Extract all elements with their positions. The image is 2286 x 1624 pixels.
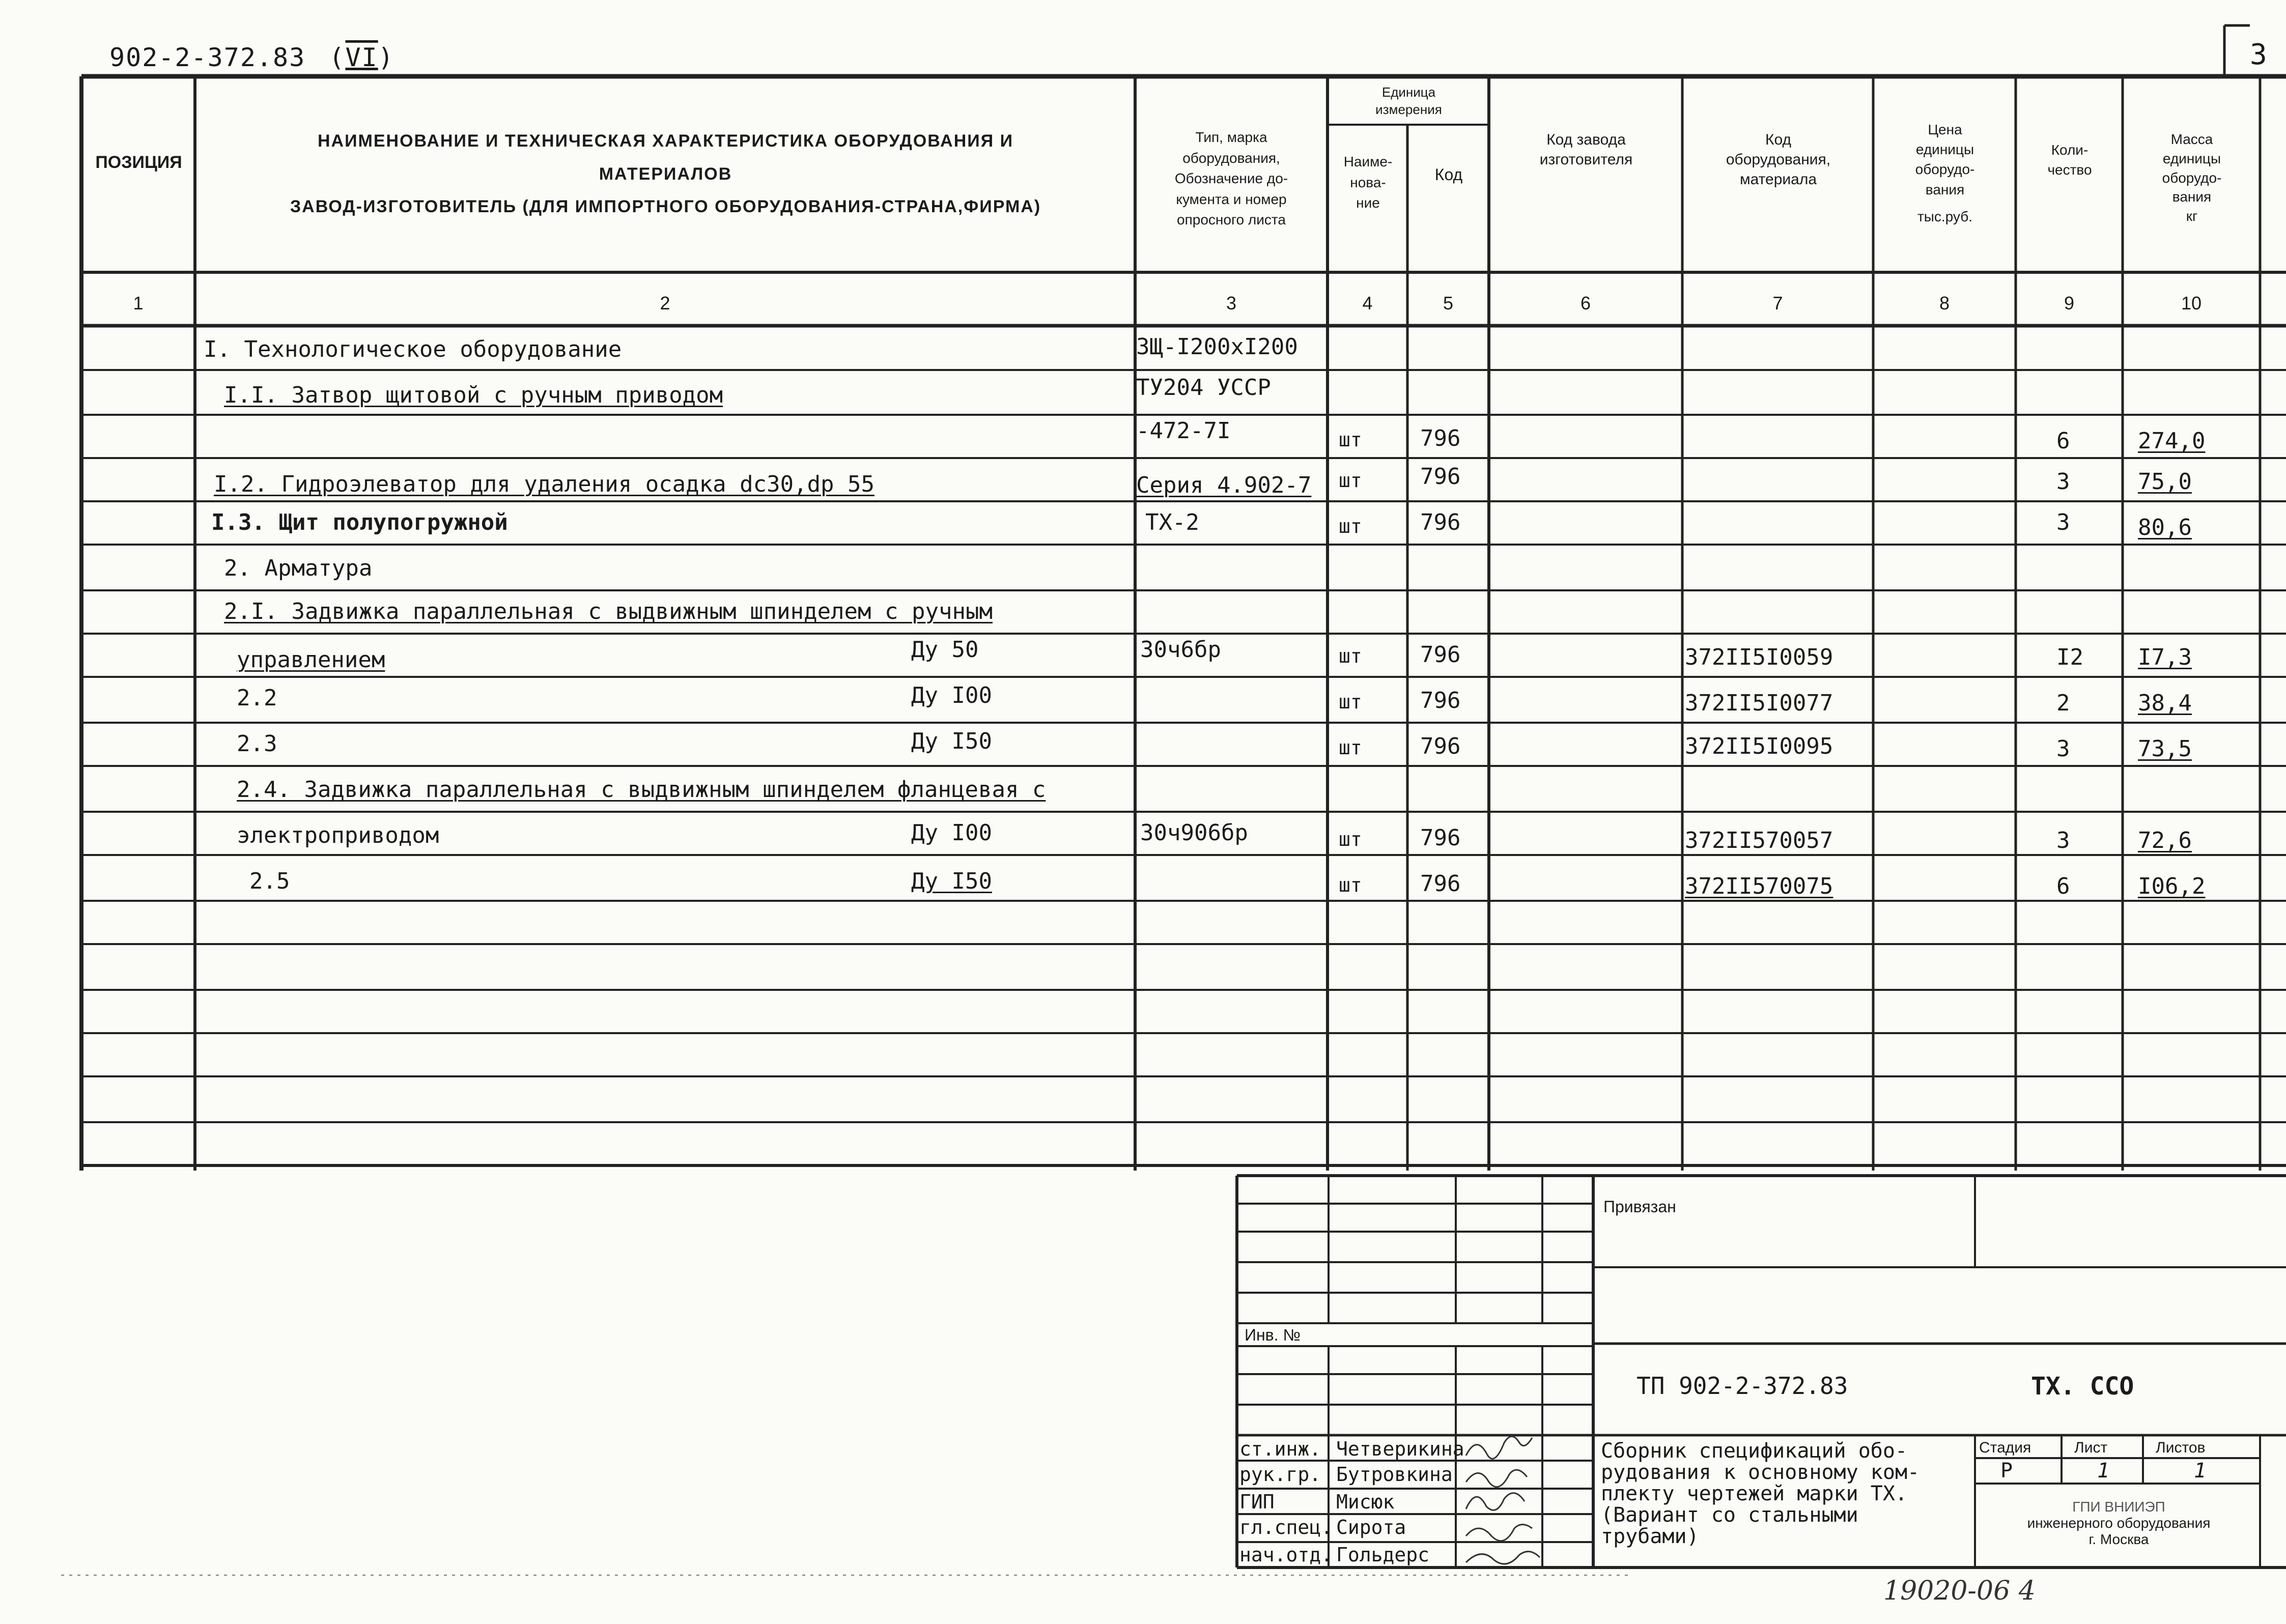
row-nominal-diameter: Ду 50 [911,637,979,663]
row-unit-code: 796 [1420,509,1461,535]
row-type: ТХ-2 [1145,509,1199,535]
row-unit-code: 796 [1420,733,1461,759]
col-number-5: 5 [1443,293,1454,314]
col-number-8: 8 [1939,293,1950,314]
stamp-person: Сирота [1336,1516,1406,1538]
row-mass: 38,4 [2138,690,2192,716]
row-mass: 80,6 [2138,515,2192,540]
row-unit-code: 796 [1420,825,1461,851]
row-name: управлением [237,647,385,673]
row-equipment-code: 372II5I0095 [1685,733,1833,759]
stamp-person: Гольдерс [1336,1544,1430,1566]
row-mass: 72,6 [2138,828,2192,853]
row-quantity: 3 [2056,469,2070,495]
stamp-bound-label: Привязан [1603,1198,1676,1216]
stamp-organization: ГПИ ВНИИЭП инженерного оборудования г. Москва [2027,1499,2211,1548]
row-nominal-diameter: Ду I00 [911,820,992,846]
row-quantity: 3 [2056,736,2070,762]
col-number-4: 4 [1362,293,1373,314]
header-name: НАИМЕНОВАНИЕ И ТЕХНИЧЕСКАЯ ХАРАКТЕРИСТИКА ОБОРУДОВАНИЯ И МАТЕРИАЛОВ ЗАВОД-ИЗГОТОВИТЕЛЬ (ДЛЯ ИМПОРТНОГО ОБОРУДОВАНИЯ-СТРАНА,ФИРМА) [290,131,1041,217]
row-quantity: 3 [2056,828,2070,853]
row-unit: шт [1339,429,1362,451]
row-mass: I7,3 [2138,644,2192,670]
stamp-description: Сборник спецификаций обо- рудования к основному ком- плекту чертежей марки ТХ. (Вариант со стальными трубами) [1601,1439,1920,1548]
row-unit: шт [1339,515,1362,537]
header-type: Тип, марка оборудования, Обозначение до- кумента и номер опросного листа [1174,129,1288,228]
row-nominal-diameter: Ду I50 [911,868,992,894]
stamp-stage-label: Стадия [1979,1439,2031,1456]
stamp-role: нач.отд. [1239,1544,1333,1566]
row-unit: шт [1339,736,1362,759]
row-quantity: I2 [2056,644,2083,670]
col-number-6: 6 [1580,293,1591,314]
header-unit-name: Наиме- нова- ние [1343,154,1393,211]
col-number-9: 9 [2064,293,2075,314]
header-quantity: Коли- чество [2047,142,2092,178]
row-unit-code: 796 [1420,642,1461,668]
stamp-person: Бутровкина [1336,1463,1453,1486]
row-unit: шт [1339,828,1362,850]
stamp-person: Мисюк [1336,1491,1395,1513]
row-type: ТУ204 УССР [1136,375,1271,401]
footer-note: 19020-06 4 [1883,1576,2036,1606]
row-unit-code: 796 [1420,688,1461,714]
header-plant-code: Код завода изготовителя [1539,131,1633,168]
col-number-2: 2 [660,293,670,314]
row-name: 2. Арматура [224,555,373,581]
col-number-1: 1 [133,293,144,314]
header-unit: Единица измерения [1375,84,1442,117]
stamp-sheet-label: Лист [2074,1439,2108,1456]
row-equipment-code: 372II5I0059 [1685,644,1833,670]
row-name: I. Технологическое оборудование [204,336,622,362]
sheet-corner-number: 3 [2250,38,2267,71]
stamp-inventory-label: Инв. № [1245,1326,1301,1344]
row-name: 2.5 [249,868,290,894]
header-unit-code: Код [1434,165,1463,184]
row-equipment-code: 372II5I0077 [1685,690,1833,716]
row-name: I.3. Щит полупогружной [211,509,508,535]
row-equipment-code: 372II570057 [1685,828,1833,853]
album-number: VI [345,43,378,72]
row-unit-code: 796 [1420,425,1461,451]
row-unit: шт [1339,469,1362,492]
row-unit: шт [1339,645,1362,667]
stamp-role: ГИП [1239,1491,1275,1513]
row-quantity: 6 [2056,428,2070,454]
row-name: I.I. Затвор щитовой с ручным приводом [224,382,723,408]
row-quantity: 2 [2056,690,2070,716]
row-name: I.2. Гидроэлеватор для удаления осадка dc30,dp 55 [214,471,875,497]
row-quantity: 3 [2056,509,2070,535]
stamp-sheet: 1 [2097,1459,2110,1483]
row-type: -472-7I [1136,418,1231,444]
header-price: Цена единицы оборудо- вания тыс.руб. [1915,122,1975,224]
col-number-7: 7 [1772,293,1783,314]
row-quantity: 6 [2056,873,2070,899]
row-equipment-code: 372II570075 [1685,873,1833,899]
stamp-doc-number: ТП 902-2-372.83 [1636,1372,1848,1400]
stamp-stage: Р [2000,1459,2013,1483]
stamp-person: Четверикина [1336,1438,1464,1460]
document-code: 902-2-372.83 (VI) [109,43,394,72]
stamp-role: гл.спец. [1239,1516,1333,1538]
row-mass: I06,2 [2138,873,2206,899]
stamp-role: ст.инж. [1239,1438,1321,1460]
row-name: 2.2 [237,685,277,711]
row-unit: шт [1339,874,1362,896]
stamp-sheets-label: Листов [2156,1439,2206,1456]
row-type: 30ч6бр [1140,637,1221,663]
row-name: электроприводом [237,822,439,848]
header-equipment-code: Код оборудования, материала [1726,131,1831,188]
row-type: ЗЩ-I200xI200 [1136,334,1298,360]
row-nominal-diameter: Ду I00 [911,682,992,708]
row-mass: 73,5 [2138,736,2192,762]
row-unit-code: 796 [1420,464,1461,490]
row-mass: 75,0 [2138,469,2192,495]
row-name: 2.4. Задвижка параллельная с выдвижным шпинделем фланцевая с [237,777,1046,803]
stamp-mark: ТХ. ССО [2031,1372,2134,1401]
col-number-10: 10 [2181,293,2202,314]
stamp-role: рук.гр. [1239,1463,1321,1486]
header-mass: Масса единицы оборудо- вания кг [2162,131,2222,224]
col-number-3: 3 [1226,293,1237,314]
row-type: Серия 4.902-7 [1136,472,1312,498]
row-type: 30ч906бр [1140,820,1248,846]
row-mass: 274,0 [2138,428,2206,454]
row-name: 2.3 [237,731,277,757]
stamp-sheets: 1 [2194,1459,2207,1483]
row-unit: шт [1339,691,1362,713]
row-nominal-diameter: Ду I50 [911,728,992,754]
row-name: 2.I. Задвижка параллельная с выдвижным шпинделем с ручным [224,599,993,624]
row-unit-code: 796 [1420,871,1461,897]
header-position: ПОЗИЦИЯ [95,153,182,172]
